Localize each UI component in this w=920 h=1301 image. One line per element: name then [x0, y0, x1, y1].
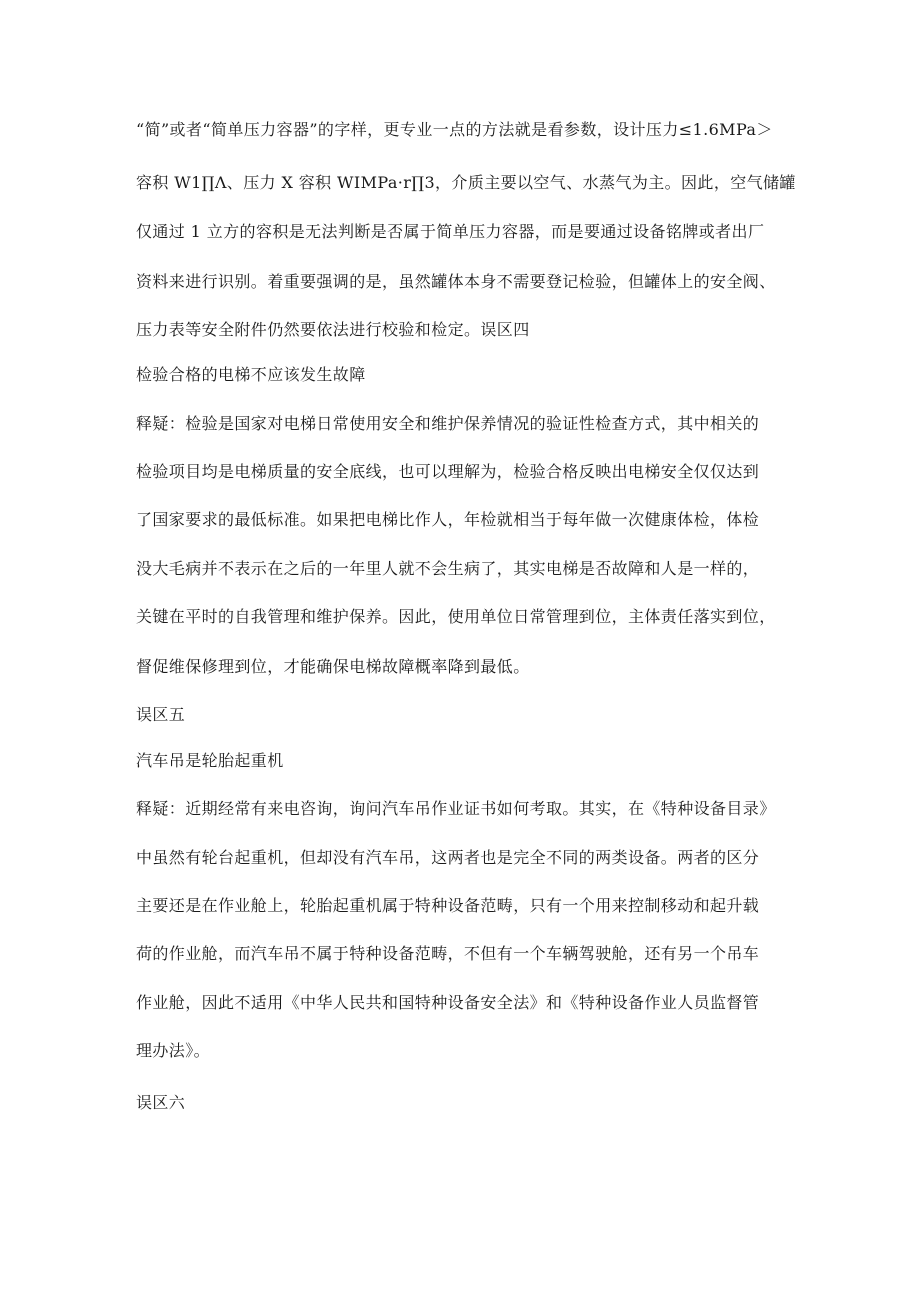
- text-line: 资料来进行识别。着重要强调的是，虽然罐体本身不需要登记检验，但罐体上的安全阀、: [136, 272, 776, 291]
- text-line: 仅通过 1 立方的容积是无法判断是否属于简单压力容器，而是要通过设备铭牌或者出厂: [136, 222, 765, 241]
- text-line: 中虽然有轮台起重机，但却没有汽车吊，这两者也是完全不同的两类设备。两者的区分: [136, 848, 760, 867]
- text-line: 释疑：检验是国家对电梯日常使用安全和维护保养情况的验证性检查方式，其中相关的: [136, 414, 760, 433]
- text-line: 理办法》。: [136, 1041, 211, 1060]
- section-heading: 汽车吊是轮胎起重机: [136, 751, 284, 770]
- text-line: 督促维保修理到位，才能确保电梯故障概率降到最低。: [136, 657, 530, 676]
- text-line: 了国家要求的最低标准。如果把电梯比作人，年检就相当于每年做一次健康体检，体检: [136, 510, 760, 529]
- section-heading: 误区五: [136, 705, 186, 724]
- text-line: 主要还是在作业舱上，轮胎起重机属于特种设备范畴，只有一个用来控制移动和起升载: [136, 896, 760, 915]
- text-line: 作业舱，因此不适用《中华人民共和国特种设备安全法》和《特种设备作业人员监督管: [136, 993, 760, 1012]
- text-line: “简”或者“简单压力容器”的字样，更专业一点的方法就是看参数，设计压力≤1.6MPa＞: [136, 120, 773, 139]
- text-line: 容积 W1∏Λ、压力 X 容积 WIMPa·r∏3，介质主要以空气、水蒸气为主。因此，空气储罐: [136, 173, 796, 192]
- text-line: 荷的作业舱，而汽车吊不属于特种设备范畴，不但有一个车辆驾驶舱，还有另一个吊车: [136, 944, 760, 963]
- text-line: 压力表等安全附件仍然要依法进行校验和检定。误区四: [136, 320, 530, 339]
- text-line: 释疑：近期经常有来电咨询，询问汽车吊作业证书如何考取。其实，在《特种设备目录》: [136, 799, 776, 818]
- text-line: 没大毛病并不表示在之后的一年里人就不会生病了，其实电梯是否故障和人是一样的，: [136, 559, 760, 578]
- text-line: 关键在平时的自我管理和维护保养。因此，使用单位日常管理到位，主体责任落实到位，: [136, 607, 776, 626]
- section-heading: 检验合格的电梯不应该发生故障: [136, 365, 366, 384]
- section-heading: 误区六: [136, 1093, 186, 1112]
- text-line: 检验项目均是电梯质量的安全底线，也可以理解为，检验合格反映出电梯安全仅仅达到: [136, 462, 760, 481]
